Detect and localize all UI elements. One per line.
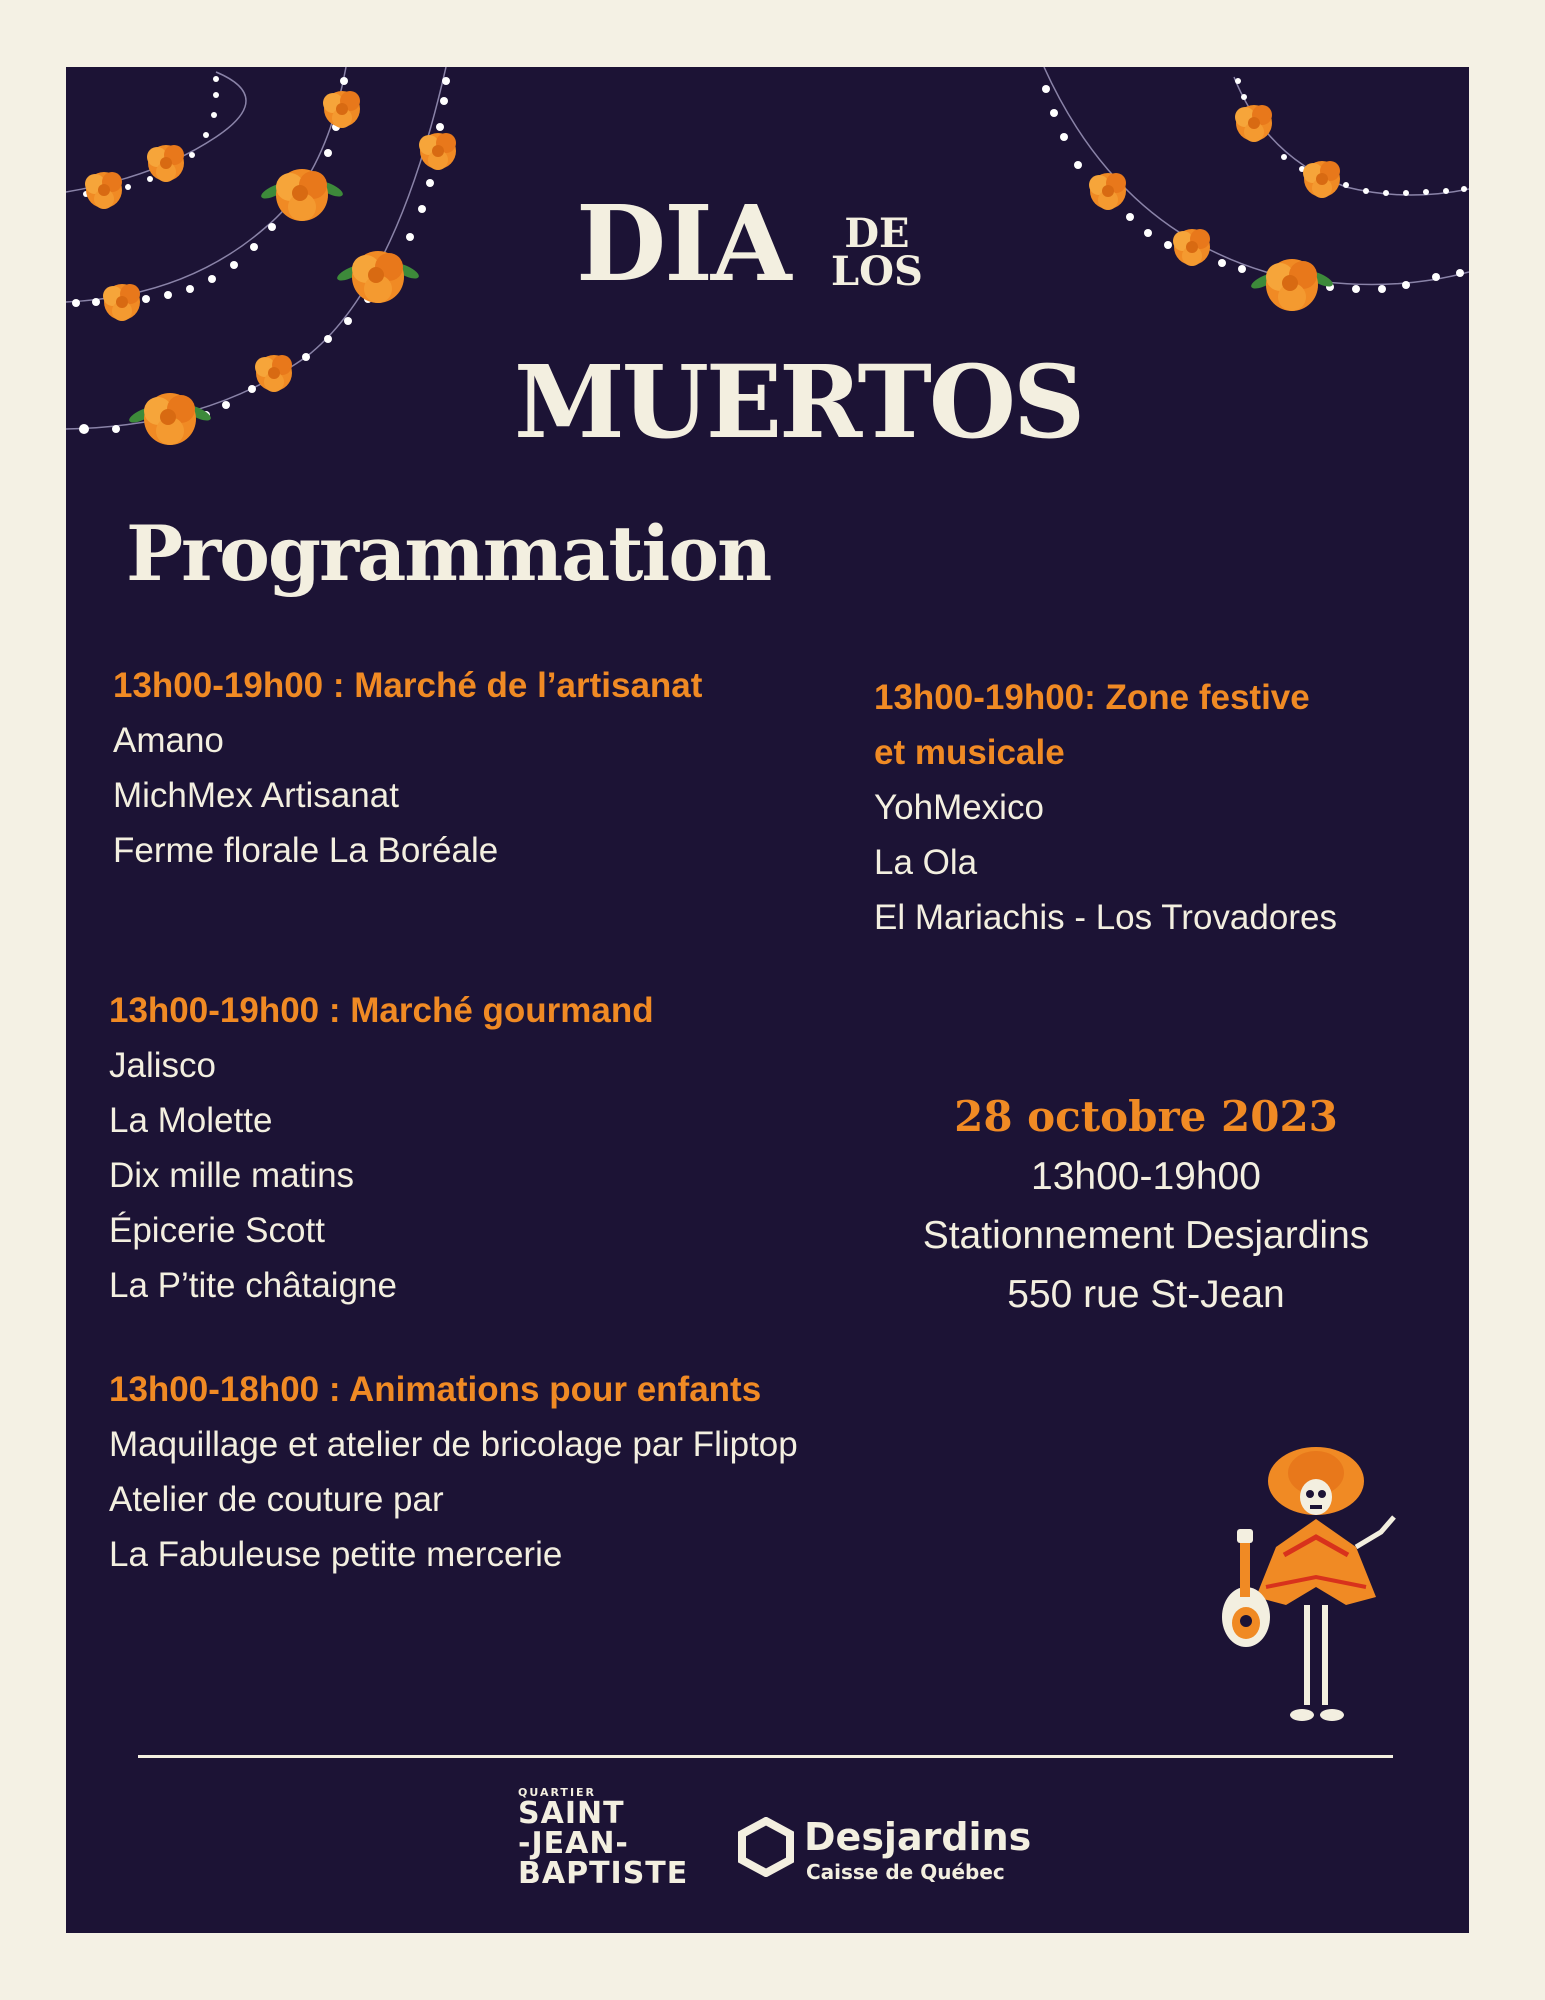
desjardins-sub: Caisse de Québec	[806, 1860, 1005, 1884]
saint-jean-baptiste-logo	[518, 1787, 688, 1889]
list-item: La Ola	[874, 843, 978, 882]
logo-jean: -JEAN-	[518, 1826, 629, 1861]
event-date: 28 octobre 2023	[954, 1092, 1338, 1141]
section-artisanat	[113, 658, 813, 878]
footer-divider	[138, 1755, 1393, 1758]
section-heading-cont: et musicale	[874, 733, 1065, 772]
desjardins-name: Desjardins	[804, 1815, 1032, 1859]
title-dia: DIA	[576, 182, 790, 305]
event-info	[846, 1087, 1446, 1324]
list-item: La Molette	[109, 1101, 273, 1140]
section-heading: 13h00-18h00 : Animations pour enfants	[109, 1370, 762, 1409]
title-de: DE	[844, 210, 910, 257]
title-de-los	[831, 210, 923, 295]
title-los: LOS	[831, 248, 923, 295]
list-item: El Mariachis - Los Trovadores	[874, 898, 1337, 937]
list-item: MichMex Artisanat	[113, 776, 399, 815]
skeleton-mariachi-icon	[1206, 1437, 1426, 1757]
poster	[66, 67, 1469, 1933]
desjardins-hexagon-icon	[738, 1817, 794, 1877]
section-festive	[874, 670, 1434, 945]
section-heading: 13h00-19h00: Zone festive	[874, 678, 1310, 717]
list-item: Maquillage et atelier de bricolage par Fliptop	[109, 1425, 798, 1464]
section-gourmand	[109, 983, 809, 1313]
list-item: La P’tite châtaigne	[109, 1266, 397, 1305]
section-heading: 13h00-19h00 : Marché gourmand	[109, 991, 654, 1030]
list-item: Atelier de couture par	[109, 1480, 444, 1519]
desjardins-logo	[738, 1815, 1038, 1895]
logo-quartier: QUARTIER	[518, 1786, 597, 1799]
list-item: YohMexico	[874, 788, 1044, 827]
list-item: Amano	[113, 721, 224, 760]
logo-saint: SAINT	[518, 1796, 625, 1831]
section-heading: 13h00-19h00 : Marché de l’artisanat	[113, 666, 703, 705]
list-item: Dix mille matins	[109, 1156, 355, 1195]
section-enfants	[109, 1362, 819, 1582]
logo-baptiste: BAPTISTE	[518, 1856, 689, 1891]
list-item: Ferme florale La Boréale	[113, 831, 499, 870]
list-item: Épicerie Scott	[109, 1211, 325, 1250]
event-address: 550 rue St-Jean	[1007, 1273, 1285, 1316]
list-item: La Fabuleuse petite mercerie	[109, 1535, 563, 1574]
program-title: Programmation	[126, 509, 771, 598]
event-hours: 13h00-19h00	[1031, 1155, 1261, 1198]
list-item: Jalisco	[109, 1046, 216, 1085]
event-venue: Stationnement Desjardins	[922, 1214, 1370, 1257]
title-muertos: MUERTOS	[514, 343, 1083, 461]
